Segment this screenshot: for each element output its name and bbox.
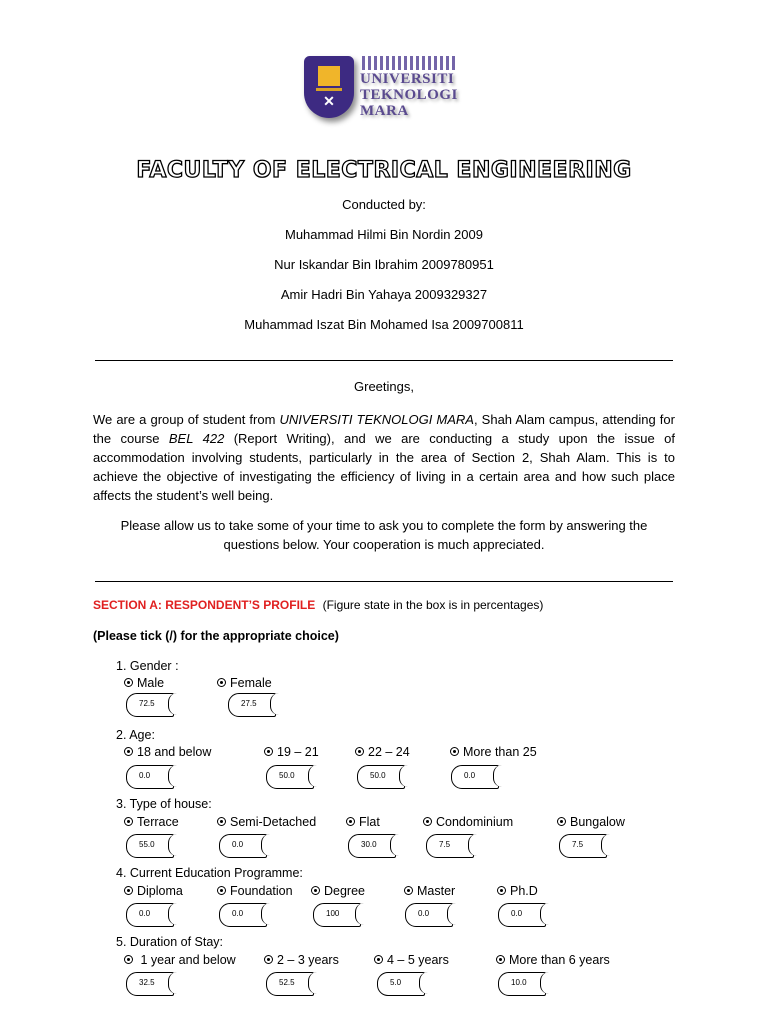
percentage-box: 52.5	[266, 972, 314, 996]
option-22-24[interactable]: 22 – 24	[355, 745, 410, 759]
radio-icon	[497, 886, 506, 895]
radio-icon	[124, 817, 133, 826]
radio-icon	[124, 886, 133, 895]
radio-icon	[217, 886, 226, 895]
radio-icon	[124, 678, 133, 687]
percentage-box: 10.0	[498, 972, 546, 996]
percentage-box: 0.0	[451, 765, 499, 789]
option-terrace[interactable]: Terrace	[124, 815, 179, 829]
option-condominium[interactable]: Condominium	[423, 815, 513, 829]
intro-text	[93, 410, 675, 554]
option-2-3-years[interactable]: 2 – 3 years	[264, 953, 339, 967]
percentage-box: 0.0	[126, 903, 174, 927]
option-1-year-and-below[interactable]: 1 year and below	[124, 953, 236, 967]
radio-icon	[311, 886, 320, 895]
question-2-title: 2. Age:	[116, 728, 155, 742]
option-diploma[interactable]: Diploma	[124, 884, 183, 898]
percentage-box: 7.5	[559, 834, 607, 858]
section-a-note: (Figure state in the box is in percentages)	[322, 598, 544, 612]
option-more-than-25[interactable]: More than 25	[450, 745, 537, 759]
percentage-box: 0.0	[219, 903, 267, 927]
option-more-than-6-years[interactable]: More than 6 years	[496, 953, 610, 967]
radio-icon	[557, 817, 566, 826]
author-2: Nur Iskandar Bin Ibrahim 2009780951	[274, 257, 494, 272]
percentage-box: 100	[313, 903, 361, 927]
radio-icon	[264, 955, 273, 964]
percentage-box: 50.0	[357, 765, 405, 789]
intro-paragraph-2: Please allow us to take some of your time to ask you to complete the form by answering the questions below. Your cooperation is much appreciated.	[120, 518, 648, 552]
option-female[interactable]: Female	[217, 676, 272, 690]
section-a-heading	[93, 598, 543, 612]
divider-top	[95, 360, 673, 361]
logo-line-1: UNIVERSITI	[360, 71, 455, 87]
logo-line-2: TEKNOLOGI	[360, 87, 458, 103]
conducted-by-label: Conducted by:	[342, 197, 426, 212]
option-19-21[interactable]: 19 – 21	[264, 745, 319, 759]
percentage-box: 32.5	[126, 972, 174, 996]
percentage-box: 72.5	[126, 693, 174, 717]
university-logo	[300, 50, 470, 130]
percentage-box: 50.0	[266, 765, 314, 789]
question-5-title: 5. Duration of Stay:	[116, 935, 224, 949]
percentage-box: 55.0	[126, 834, 174, 858]
radio-icon	[450, 747, 459, 756]
radio-icon	[217, 678, 226, 687]
percentage-box: 0.0	[405, 903, 453, 927]
radio-icon	[346, 817, 355, 826]
tick-instruction: (Please tick (/) for the appropriate choice)	[93, 629, 339, 643]
option-degree[interactable]: Degree	[311, 884, 365, 898]
percentage-box: 0.0	[126, 765, 174, 789]
radio-icon	[124, 747, 133, 756]
percentage-box: 7.5	[426, 834, 474, 858]
logo-line-3: MARA	[360, 103, 409, 119]
radio-icon	[355, 747, 364, 756]
jawi-script-icon	[362, 56, 458, 70]
radio-icon	[374, 955, 383, 964]
option-foundation[interactable]: Foundation	[217, 884, 293, 898]
percentage-box: 27.5	[228, 693, 276, 717]
radio-icon	[404, 886, 413, 895]
question-4-title: 4. Current Education Programme:	[116, 866, 303, 880]
author-3: Amir Hadri Bin Yahaya 2009329327	[280, 287, 488, 302]
uitm-crest-icon: ✕	[304, 56, 354, 118]
percentage-box: 30.0	[348, 834, 396, 858]
radio-icon	[423, 817, 432, 826]
divider-bottom	[95, 581, 673, 582]
option-master[interactable]: Master	[404, 884, 455, 898]
option-semi-detached[interactable]: Semi-Detached	[217, 815, 316, 829]
question-1-title: 1. Gender :	[116, 659, 179, 673]
radio-icon	[496, 955, 505, 964]
percentage-box: 0.0	[498, 903, 546, 927]
option-18-and-below[interactable]: 18 and below	[124, 745, 211, 759]
radio-icon	[124, 955, 133, 964]
faculty-title: FACULTY OF ELECTRICAL ENGINEERING	[136, 158, 632, 183]
option-male[interactable]: Male	[124, 676, 164, 690]
author-1: Muhammad Hilmi Bin Nordin 2009	[285, 227, 483, 242]
option-phd[interactable]: Ph.D	[497, 884, 538, 898]
option-flat[interactable]: Flat	[346, 815, 380, 829]
author-4: Muhammad Iszat Bin Mohamed Isa 2009700811	[244, 317, 524, 332]
percentage-box: 5.0	[377, 972, 425, 996]
radio-icon	[217, 817, 226, 826]
intro-paragraph-1: We are a group of student from UNIVERSITI TEKNOLOGI MARA, Shah Alam campus, attending for the course BEL 422 (Report Writing), and we are conducting a study upon the issue of accommodation involving students, particularly in the area of Section 2, Shah Alam. This is to achieve the objective of investigating the efficiency of living in a certain area and how such place affects the student’s well being.	[93, 412, 675, 503]
percentage-box: 0.0	[219, 834, 267, 858]
question-3-title: 3. Type of house:	[116, 797, 212, 811]
greeting: Greetings,	[354, 379, 414, 394]
radio-icon	[264, 747, 273, 756]
option-bungalow[interactable]: Bungalow	[557, 815, 625, 829]
option-4-5-years[interactable]: 4 – 5 years	[374, 953, 449, 967]
section-a-label: SECTION A: RESPONDENT’S PROFILE	[93, 598, 316, 612]
